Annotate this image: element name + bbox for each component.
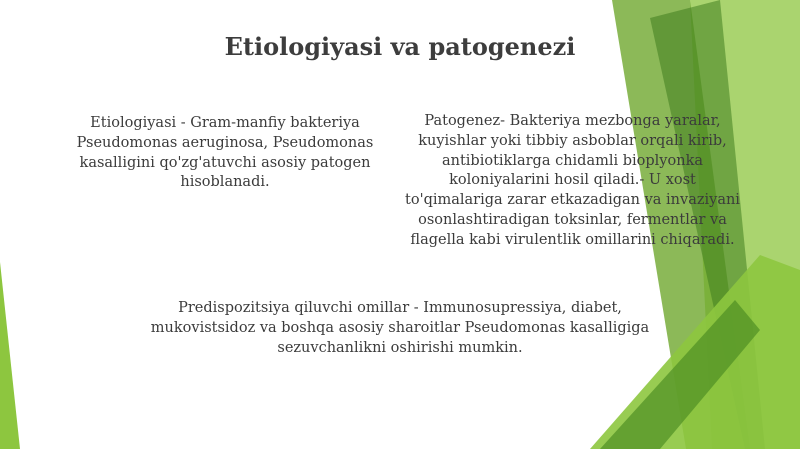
etiology-text: Etiologiyasi - Gram-manfiy bakteriya Pseudomonas aeruginosa, Pseudomonas kasalligini qo'zg'atuvchi asosiy patogen hisoblanadi.	[76, 115, 374, 191]
left-edge-accent	[0, 262, 20, 449]
slide-title: Etiologiyasi va patogenezi	[224, 32, 576, 61]
predisposition-text: Predispozitsiya qiluvchi omillar - Immunosupressiya, diabet, mukovistsidoz va boshqa asosiy sharoitlar Pseudomonas kasalligiga sezuvchanlikni oshirishi mumkin.	[150, 300, 650, 356]
pathogenesis-text: Patogenez- Bakteriya mezbonga yaralar, kuyishlar yoki tibbiy asboblar orqali kirib, antibiotiklarga chidamli bioplyonka koloniyalarini hosil qiladi.- U xost to'qimalariga zarar etkazadigan va invaziyani osonlashtiradigan toksinlar, fermentlar va flagella kabi virulentlik omillarini chiqaradi.	[405, 113, 740, 248]
